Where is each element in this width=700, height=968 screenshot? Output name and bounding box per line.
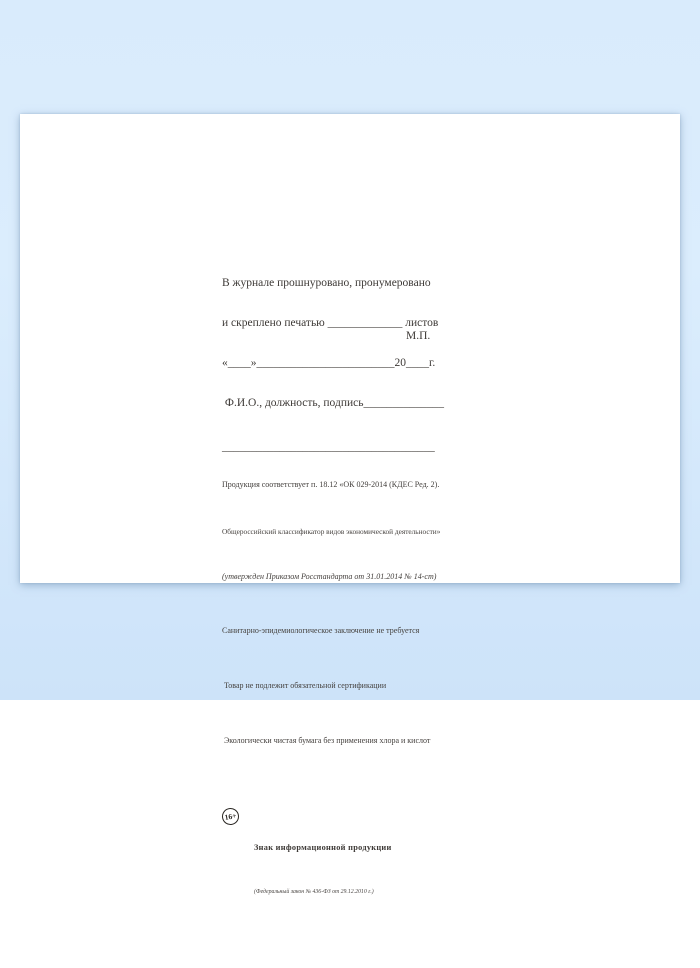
certification-note: Товар не подлежит обязательной сертификации	[224, 681, 387, 690]
eco-note: Экологически чистая бумага без применения хлора и кислот	[224, 736, 431, 745]
age-16-plus-icon: 16+	[221, 807, 241, 827]
standard-reference-line-2: Общероссийский классификатор видов экономической деятельности»	[222, 527, 441, 536]
cert-line-1: В журнале прошнуровано, пронумеровано	[222, 276, 431, 289]
information-product-mark	[222, 807, 440, 932]
journal-back-page	[20, 114, 680, 895]
cert-line-2: и скреплено печатью _____________ листов	[222, 317, 439, 330]
standard-reference-line-1: Продукция соответствует п. 18.12 «ОК 029-2014 (КДЕС Ред. 2).	[222, 480, 440, 489]
information-product-mark-law: (Федеральный закон № 436-ФЗ от 29.12.2010 г.)	[254, 889, 374, 895]
information-product-mark-title: Знак информационной продукции	[254, 843, 392, 852]
standard-reference-line-3: (утвержден Приказом Росстандарта от 31.01.2014 № 14-ст)	[222, 572, 437, 581]
cert-line-4: Ф.И.О., должность, подпись______________	[222, 397, 444, 410]
information-product-mark-text	[254, 807, 392, 932]
compliance-block	[222, 444, 440, 968]
cert-line-3: «____»________________________20____г.	[222, 357, 436, 370]
sanitary-note: Санитарно-эпидемиологическое заключение не требуется	[222, 626, 420, 635]
stamp-place-abbr: М.П.	[406, 330, 431, 342]
cert-signature-line: _____________________________________	[222, 440, 435, 453]
